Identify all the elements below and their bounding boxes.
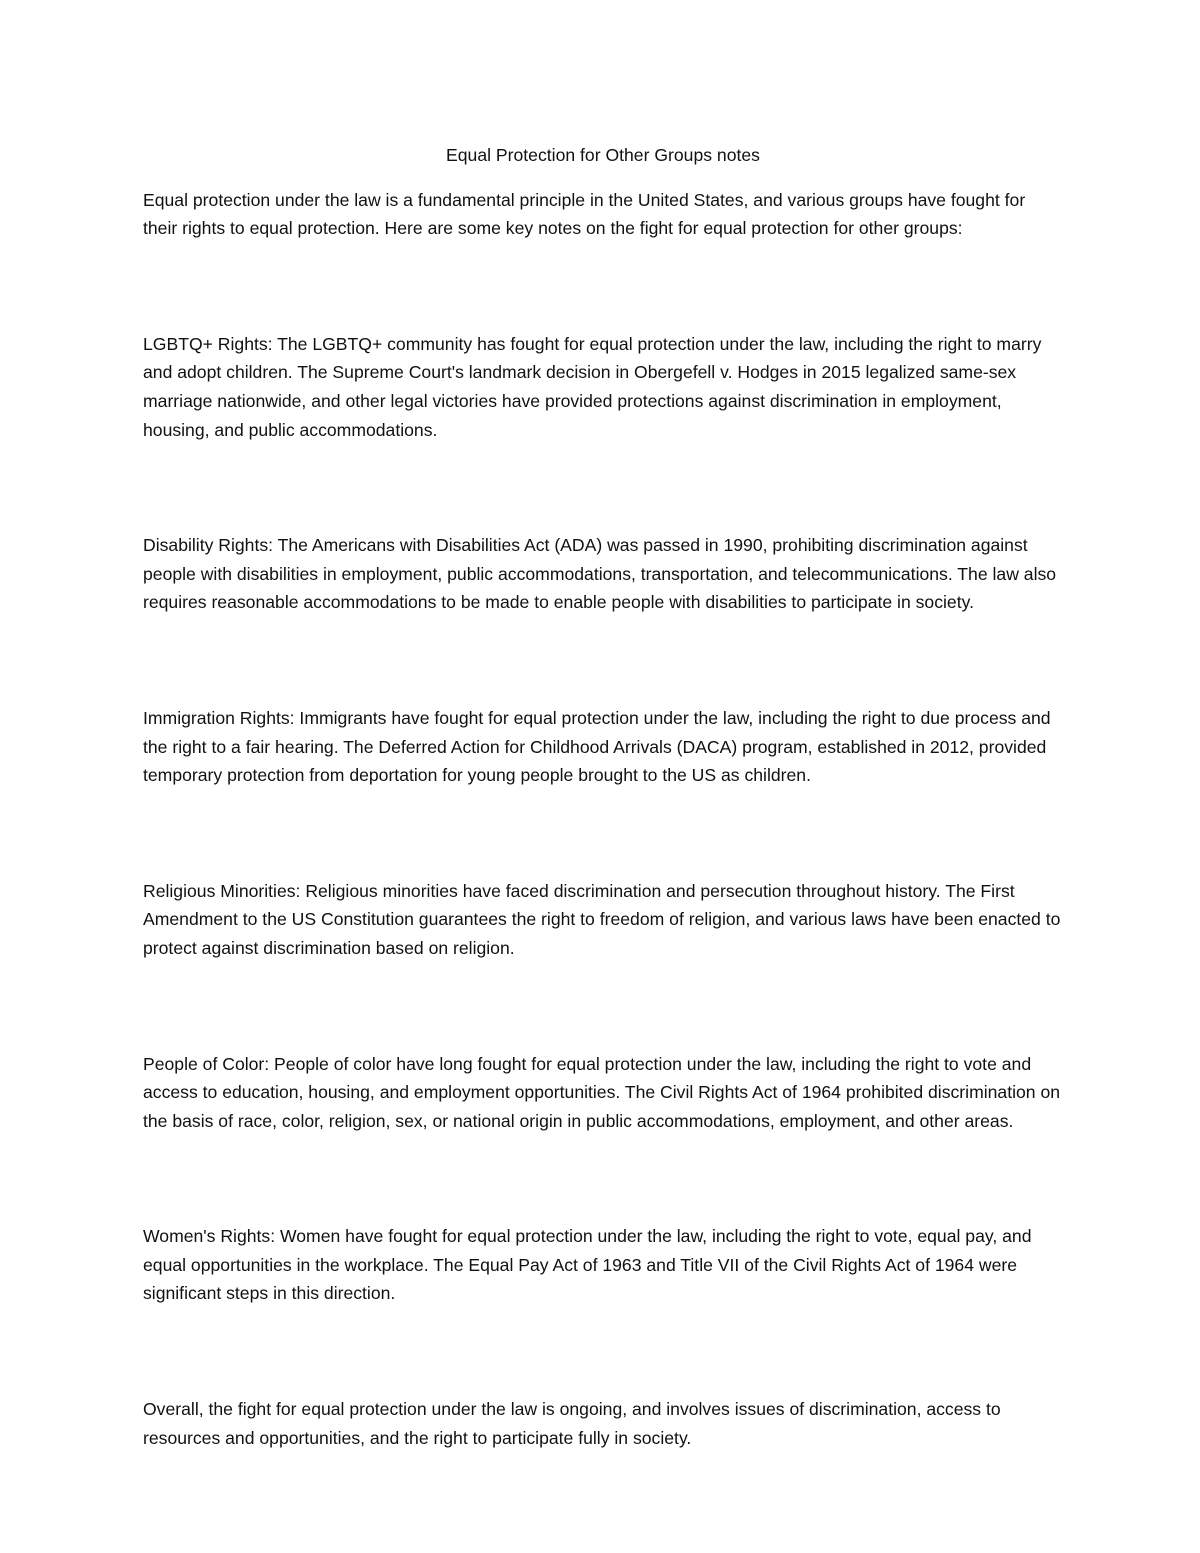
lgbtq-rights-paragraph: LGBTQ+ Rights: The LGBTQ+ community has fought for equal protection under the law, including the right to marry and adopt children. The Supreme Court's landmark decision in Obergefell v. Hodges in 2015 legalized same-sex marriage nationwide, and other legal victories have provided protections against discrimination in employment, housing, and public accommodations.	[143, 333, 1042, 440]
immigration-rights-paragraph: Immigration Rights: Immigrants have fought for equal protection under the law, including the right to due process and the right to a fair hearing. The Deferred Action for Childhood Arrivals (DACA) program, established in 2012, provided temporary protection from deportation for young people brought to the US as children.	[143, 707, 1051, 786]
disability-rights-paragraph: Disability Rights: The Americans with Disabilities Act (ADA) was passed in 1990, prohibiting discrimination against people with disabilities in employment, public accommodations, transportation, and telecommunications. The law also requires reasonable accommodations to be made to enable people with disabilities to participate in society.	[143, 535, 1057, 613]
document-body	[143, 141, 1063, 1452]
religious-minorities-paragraph: Religious Minorities: Religious minorities have faced discrimination and persecution throughout history. The First Amendment to the US Constitution guarantees the right to freedom of religion, and various laws have been enacted to protect against discrimination based on religion.	[143, 880, 1061, 958]
womens-rights-paragraph: Women's Rights: Women have fought for equal protection under the law, including the right to vote, equal pay, and equal opportunities in the workplace. The Equal Pay Act of 1963 and Title VII of the Civil Rights Act of 1964 were significant steps in this direction.	[143, 1226, 1032, 1304]
intro-paragraph: Equal protection under the law is a fundamental principle in the United States, and various groups have fought for their rights to equal protection. Here are some key notes on the fight for equal protection for other groups:	[143, 189, 1026, 239]
conclusion-paragraph: Overall, the fight for equal protection under the law is ongoing, and involves issues of discrimination, access to resources and opportunities, and the right to participate fully in society.	[143, 1399, 1001, 1448]
document-title: Equal Protection for Other Groups notes	[446, 145, 760, 165]
people-of-color-paragraph: People of Color: People of color have long fought for equal protection under the law, including the right to vote and access to education, housing, and employment opportunities. The Civil Rights Act of 1964 prohibited discrimination on the basis of race, color, religion, sex, or national origin in public accommodations, employment, and other areas.	[143, 1053, 1061, 1131]
